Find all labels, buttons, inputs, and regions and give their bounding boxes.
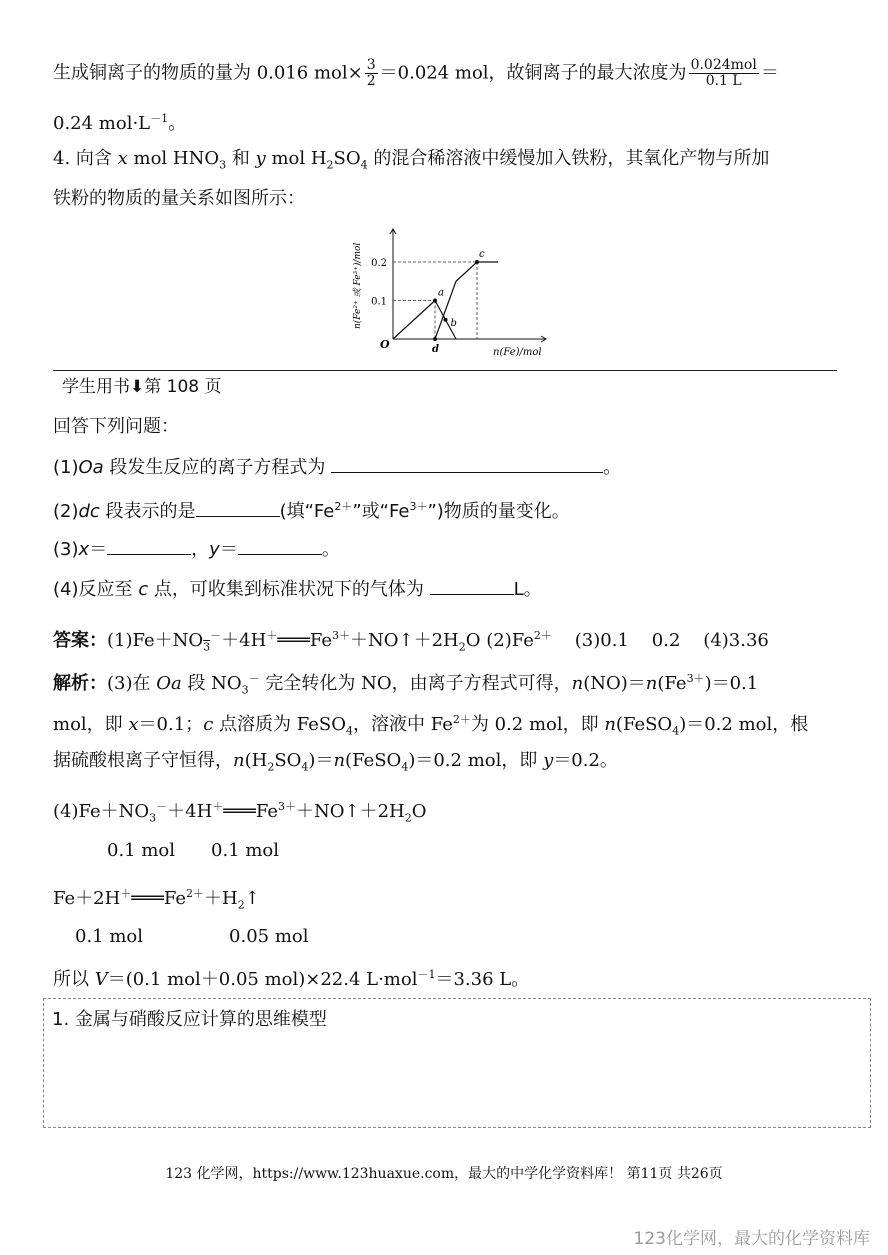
watermark: 123化学网，最大的化学资料库 xyxy=(633,1229,870,1249)
analysis-line-2: mol，即 x＝0.1；c 点溶质为 FeSO$_4$，溶液中 $Fe^{2+}$为 0.2 mol，即 n(FeSO$_4$)＝0.2 mol，根 xyxy=(53,713,809,738)
y-tick-label: 0.1 xyxy=(371,296,387,308)
equation-1: $(4)Fe+NO_3^-+4H^+═══Fe^{3+}+NO↑+2H_2O$ xyxy=(53,800,427,825)
point-a xyxy=(433,299,437,303)
solution-line-2: 0.24 $mol\cdot L^{-1}$。 xyxy=(53,112,187,134)
y-tick-label: 0.2 xyxy=(371,258,387,269)
x-axis-label: n(Fe)/mol xyxy=(493,347,542,358)
point-d xyxy=(433,337,437,341)
point-label-a: a xyxy=(438,287,444,299)
answer-blank-1[interactable] xyxy=(331,454,603,473)
page-footer: 123 化学网，https://www.123huaxue.com，最大的中学化学资料库！ 第11页 共26页 xyxy=(165,1166,723,1182)
analysis-line-1: 解析：(3)在 Oa 段 $NO_3^-$ 完全转化为 NO，由离子方程式可得，$n(NO)=n(Fe^{3+})=0.1$ xyxy=(53,672,759,697)
answer-blank-x[interactable] xyxy=(107,536,191,555)
answer-blank-2[interactable] xyxy=(196,498,280,517)
answer-blank-4[interactable] xyxy=(430,576,514,595)
fraction-3-2: $\frac{3}{2}$ xyxy=(366,57,376,89)
thinking-model-box xyxy=(43,998,871,1128)
question-4-line-1: 4. 向含 x mol $HNO_3$ 和 y mol $H_2SO_4$ 的混合稀溶液中缓慢加入铁粉，其氧化产物与所加 xyxy=(53,148,770,172)
question-2: (2)dc 段表示的是 (填“$Fe^{2+}$”或“$Fe^{3+}$”)物质的量变化。 xyxy=(53,500,570,522)
down-arrow-icon: ⬇ xyxy=(130,377,145,397)
question-1: (1)Oa 段发生反应的离子方程式为 。 xyxy=(53,454,621,481)
question-4: (4)反应至 c 点，可收集到标准状况下的气体为 L。 xyxy=(53,576,542,603)
point-b xyxy=(444,318,448,322)
answer-blank-y[interactable] xyxy=(238,536,322,555)
analysis-line-3: 据硫酸根离子守恒得，$n(H_2SO_4)=n(FeSO_4)=0.2$ mol，即 y＝0.2。 xyxy=(53,750,618,774)
equation-1-amounts: 0.1 mol 0.1 mol xyxy=(107,840,280,861)
x-marker-label: d xyxy=(432,344,439,355)
y-axis-label: n(Fe²⁺ 或 Fe³⁺)/mol xyxy=(353,242,363,329)
chart-axes xyxy=(390,229,546,342)
iron-oxidation-chart xyxy=(345,225,555,360)
point-c xyxy=(475,260,479,264)
divider xyxy=(53,370,837,371)
chart-labels xyxy=(352,243,542,358)
question-3: (3)x＝ ，y＝ 。 xyxy=(53,536,340,563)
questions-intro: 回答下列问题： xyxy=(53,416,179,437)
page-marker: 学生用书⬇第 108 页 xyxy=(62,377,222,397)
series-fe2 xyxy=(435,262,498,339)
origin-label: O xyxy=(380,338,390,351)
equation-2-amounts: 0.1 mol 0.05 mol xyxy=(75,926,309,947)
point-label-b: b xyxy=(450,317,457,329)
answer-line: 答案：$(1)Fe+NO_3^-+4H^+═══Fe^{3+}+NO↑+2H_2O$ $(2)Fe^{2+}$ (3)0.1 0.2 (4)3.36 xyxy=(53,629,769,654)
point-label-c: c xyxy=(479,249,485,260)
final-result: 所以 V＝(0.1 mol＋0.05 mol)×22.4 L·mol$^{-1}$＝3.36 L。 xyxy=(53,968,530,990)
solution-line-1: 生成铜离子的物质的量为 0.016 mol× $\frac{3}{2}$ ＝0.024 mol，故铜离子的最大浓度为 $\frac{\text{0.024mol}}{0.1 L}$ ＝ xyxy=(53,57,779,89)
equation-2: $Fe+2H^+═══Fe^{2+}+H_2↑$ xyxy=(53,887,260,912)
box-title: 1. 金属与硝酸反应计算的思维模型 xyxy=(52,1009,327,1030)
question-4-line-2: 铁粉的物质的量关系如图所示： xyxy=(53,188,305,209)
fraction-concentration: $\frac{\text{0.024mol}}{0.1 L}$ xyxy=(690,57,757,89)
